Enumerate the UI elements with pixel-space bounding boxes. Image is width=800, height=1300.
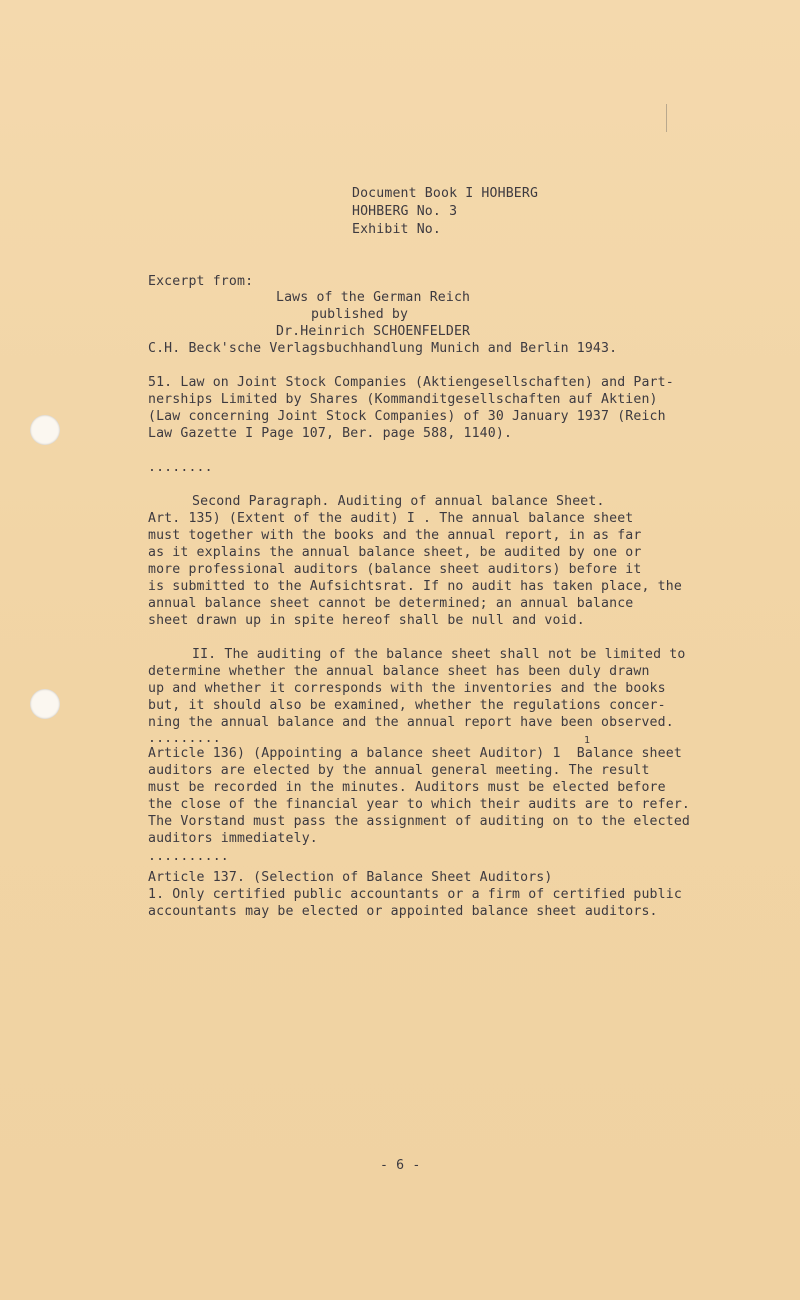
para2-line-6: is submitted to the Aufsichtsrat. If no audit has taken place, the	[148, 579, 682, 594]
exhibit-line: Exhibit No.	[352, 222, 441, 237]
law-line-3: (Law concerning Joint Stock Companies) of 30 January 1937 (Reich	[148, 409, 666, 424]
law-line-1: 51. Law on Joint Stock Companies (Aktiengesellschaften) and Part-	[148, 375, 674, 390]
source-editor: Dr.Heinrich SCHOENFELDER	[276, 324, 471, 339]
art136-line-2: auditors are elected by the annual general meeting. The result	[148, 763, 650, 778]
ellipsis-2: .........	[148, 731, 221, 746]
para3-line-5: ning the annual balance and the annual report have been observed.	[148, 715, 674, 730]
margin-mark	[666, 104, 667, 132]
para2-line-1: Second Paragraph. Auditing of annual balance Sheet.	[192, 494, 605, 509]
punch-hole-bottom	[30, 689, 60, 719]
para3-line-3: up and whether it corresponds with the inventories and the books	[148, 681, 666, 696]
art137-line-1: Article 137. (Selection of Balance Sheet Auditors)	[148, 870, 553, 885]
ellipsis-3: ..........	[148, 849, 229, 864]
doc-number-line: HOHBERG No. 3	[352, 204, 458, 219]
para2-line-4: as it explains the annual balance sheet, be audited by one or	[148, 545, 642, 560]
para2-line-2: Art. 135) (Extent of the audit) I . The annual balance sheet	[148, 511, 634, 526]
law-line-2: nerships Limited by Shares (Kommanditgesellschaften auf Aktien)	[148, 392, 658, 407]
art136-line-4: the close of the financial year to which their audits are to refer.	[148, 797, 690, 812]
para2-line-8: sheet drawn up in spite hereof shall be null and void.	[148, 613, 585, 628]
para3-line-4: but, it should also be examined, whether the regulations concer-	[148, 698, 666, 713]
page-number: - 6 -	[380, 1158, 421, 1173]
art136-line-1: Article 136) (Appointing a balance sheet Auditor) 1 Balance sheet	[148, 746, 682, 761]
art137-line-2: 1. Only certified public accountants or a firm of certified public	[148, 887, 682, 902]
ellipsis-1: ........	[148, 460, 213, 475]
source-publisher: C.H. Beck'sche Verlagsbuchhandlung Munich and Berlin 1943.	[148, 341, 618, 356]
source-published-by: published by	[311, 307, 409, 322]
excerpt-label: Excerpt from:	[148, 274, 254, 289]
para3-line-1: II. The auditing of the balance sheet shall not be limited to	[192, 647, 686, 662]
art136-line-5: The Vorstand must pass the assignment of auditing on to the elected	[148, 814, 690, 829]
doc-book-line: Document Book I HOHBERG	[352, 186, 539, 201]
para3-line-2: determine whether the annual balance sheet has been duly drawn	[148, 664, 650, 679]
para2-line-7: annual balance sheet cannot be determined; an annual balance	[148, 596, 634, 611]
art137-line-3: accountants may be elected or appointed balance sheet auditors.	[148, 904, 658, 919]
art136-line-3: must be recorded in the minutes. Auditors must be elected before	[148, 780, 666, 795]
source-title: Laws of the German Reich	[276, 290, 471, 305]
law-line-4: Law Gazette I Page 107, Ber. page 588, 1140).	[148, 426, 513, 441]
punch-hole-top	[30, 415, 60, 445]
para2-line-3: must together with the books and the annual report, in as far	[148, 528, 642, 543]
footnote-superscript: 1	[584, 735, 591, 746]
para2-line-5: more professional auditors (balance sheet auditors) before it	[148, 562, 642, 577]
art136-line-6: auditors immediately.	[148, 831, 318, 846]
